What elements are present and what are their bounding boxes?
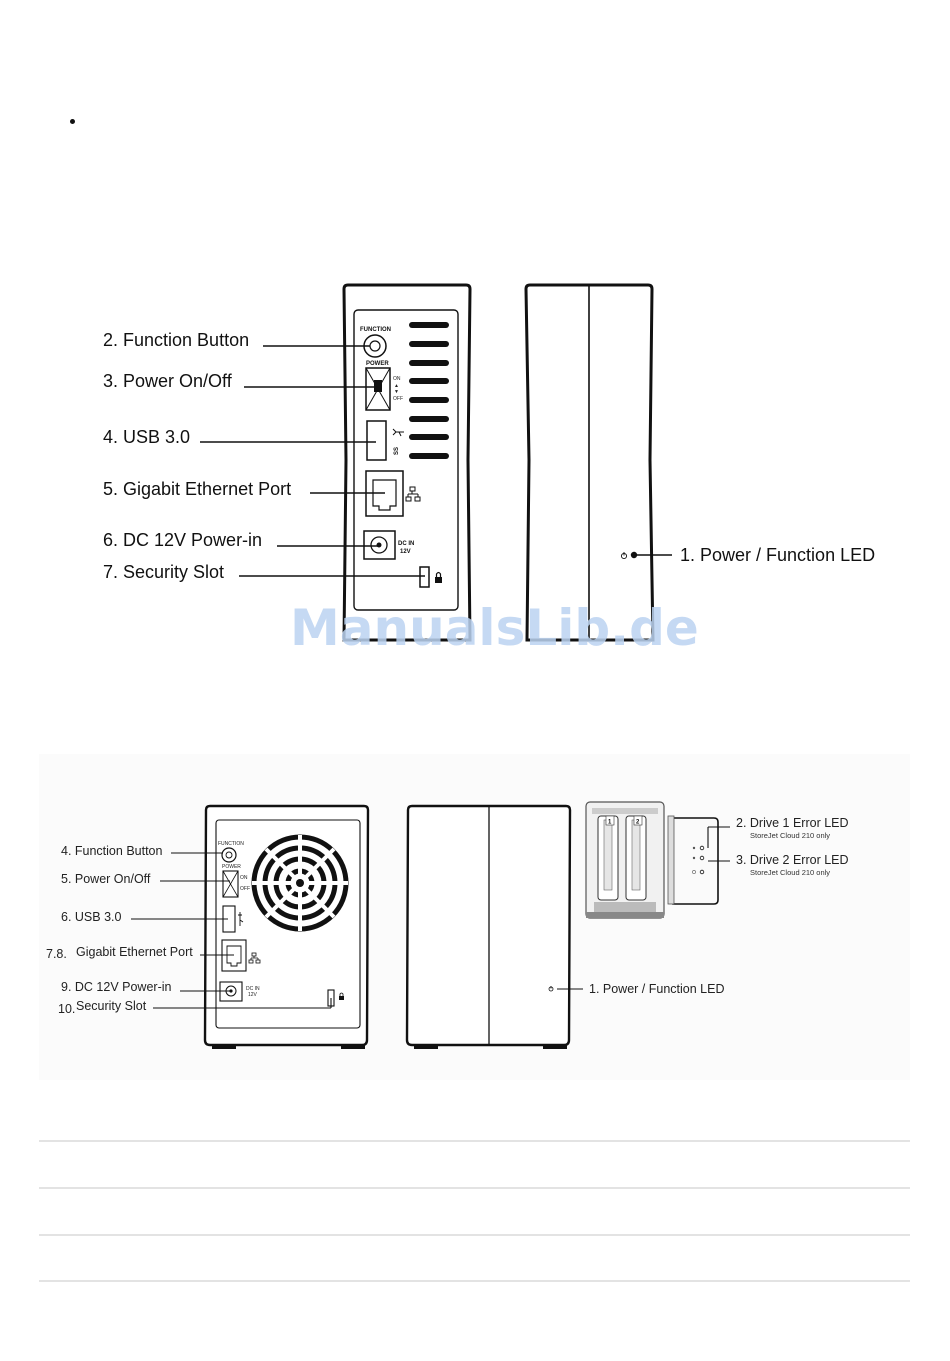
usb-port-label: SS: [394, 446, 400, 455]
watermark: ManualsLib.de: [290, 599, 699, 657]
device-back-view: [344, 285, 470, 640]
svg-text:▼: ▼: [394, 389, 399, 395]
function-port-label: FUNCTION: [360, 327, 391, 333]
device-2-front-view: [407, 806, 570, 1049]
callout-drive-1-led: 2. Drive 1 Error LED: [736, 816, 849, 830]
callout-ethernet: 5. Gigabit Ethernet Port: [103, 479, 292, 499]
power-off-label-2: OFF: [240, 886, 250, 892]
device-front-view: [526, 285, 653, 640]
power-on-label-2: ON: [240, 875, 248, 881]
power-port-label: POWER: [366, 361, 389, 367]
callout-drive-2-note: StoreJet Cloud 210 only: [750, 868, 831, 877]
power-port-label-2: POWER: [222, 864, 241, 870]
svg-text:▲: ▲: [394, 383, 399, 389]
callout-power-led: 1. Power / Function LED: [680, 545, 876, 565]
callout-2-security-slot: Security Slot: [76, 999, 147, 1013]
callout-function-button: 2. Function Button: [103, 330, 250, 350]
dc-volts-label-2: 12V: [248, 992, 257, 998]
callout-2-usb: 6. USB 3.0: [61, 910, 122, 924]
device-2-back-view: [205, 806, 368, 1049]
usb-port: [367, 421, 386, 460]
callout-dc-power: 6. DC 12V Power-in: [103, 530, 263, 550]
callout-2-power-led: 1. Power / Function LED: [589, 982, 725, 996]
callout-power-switch: 3. Power On/Off: [103, 371, 232, 391]
callout-security-slot: 7. Security Slot: [103, 562, 225, 582]
table-rule: [39, 1140, 910, 1142]
callout-drive-2-led: 3. Drive 2 Error LED: [736, 853, 849, 867]
callout-2-dc-power: 9. DC 12V Power-in: [61, 980, 172, 994]
dc-in-label: DC IN: [398, 541, 415, 547]
fan-icon: [252, 835, 348, 931]
table-rule: [39, 1234, 910, 1236]
callout-2-ethernet-num: 7.8.: [46, 947, 67, 961]
figure-2-device-diagram: [0, 740, 950, 1100]
table-rule: [39, 1187, 910, 1189]
callout-2-security-num: 10.: [58, 1002, 76, 1016]
callout-drive-1-note: StoreJet Cloud 210 only: [750, 831, 831, 840]
function-port-label-2: FUNCTION: [218, 841, 244, 847]
security-slot: [420, 567, 429, 587]
callout-2-power-switch: 5. Power On/Off: [61, 872, 151, 886]
dc-volts-label: 12V: [400, 549, 411, 555]
callout-2-ethernet: Gigabit Ethernet Port: [76, 945, 193, 959]
bay-2-label: 2: [636, 819, 640, 826]
callout-usb: 4. USB 3.0: [103, 427, 191, 447]
table-rule: [39, 1280, 910, 1282]
drive-bay-open-view: [586, 802, 718, 918]
dc-in-label-2: DC IN: [246, 986, 260, 992]
bay-1-label: 1: [608, 819, 612, 826]
power-off-label: OFF: [393, 396, 403, 402]
power-on-label: ON: [393, 376, 401, 382]
callout-2-function-button: 4. Function Button: [61, 844, 163, 858]
